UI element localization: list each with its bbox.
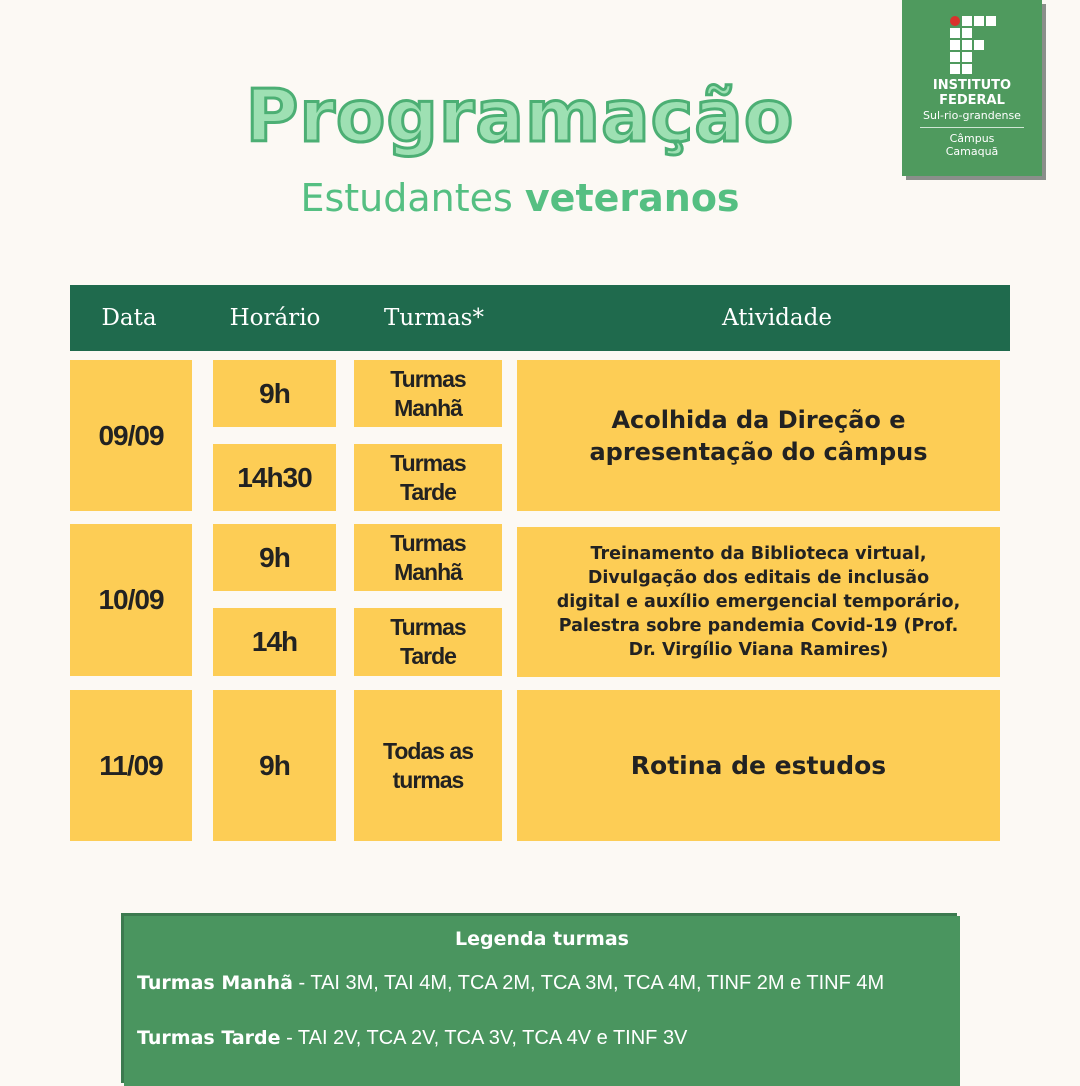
header-atividade: Atividade xyxy=(722,305,832,331)
page-title: Programação xyxy=(245,74,795,158)
header-turmas: Turmas* xyxy=(384,305,484,331)
activity-cell xyxy=(517,527,1000,677)
date-cell: 09/09 xyxy=(70,360,192,511)
activity-line: Dr. Virgílio Viana Ramires) xyxy=(628,640,889,660)
turma-line: Turmas xyxy=(390,529,466,556)
logo-line-federal: FEDERAL xyxy=(939,93,1005,108)
legend-text: - TAI 3M, TAI 4M, TCA 2M, TCA 3M, TCA 4M, TINF 2M e TINF 4M xyxy=(292,972,885,994)
turma-line: Turmas xyxy=(390,614,466,640)
turma-line: turmas xyxy=(392,766,464,793)
hour-cell: 9h xyxy=(213,524,336,591)
activity-line: Rotina de estudos xyxy=(630,751,887,780)
turma-line: Manhã xyxy=(394,558,462,585)
turma-cell xyxy=(354,360,502,427)
activity-cell xyxy=(517,690,1000,841)
turma-cell xyxy=(354,444,502,511)
header-data: Data xyxy=(101,305,157,331)
logo-line-city: Camaquã xyxy=(945,145,999,158)
page-subtitle xyxy=(0,176,1040,220)
hour-cell: 9h xyxy=(213,360,336,427)
logo-line-instituto: INSTITUTO xyxy=(932,78,1012,93)
turma-line: Turmas xyxy=(390,365,466,392)
activity-line: Divulgação dos editais de inclusão xyxy=(587,568,930,588)
turma-line: Tarde xyxy=(400,478,456,505)
turma-line: Tarde xyxy=(400,643,456,669)
turma-cell xyxy=(354,524,502,591)
activity-line: Treinamento da Biblioteca virtual, xyxy=(590,544,927,564)
hour-cell: 14h30 xyxy=(213,444,336,511)
turma-line: Manhã xyxy=(394,394,462,421)
activity-line: Acolhida da Direção e xyxy=(611,405,906,434)
legend-label: Turmas Manhã xyxy=(137,972,293,994)
turma-line: Turmas xyxy=(390,449,466,476)
header-horario: Horário xyxy=(229,305,321,331)
legend-text: - TAI 2V, TCA 2V, TCA 3V, TCA 4V e TINF 3V xyxy=(280,1027,688,1049)
turma-cell xyxy=(354,690,502,841)
logo-line-campus: Câmpus xyxy=(949,132,995,145)
legend-label: Turmas Tarde xyxy=(137,1027,281,1049)
legend-item-manha xyxy=(137,972,957,995)
subtitle-regular: Estudantes xyxy=(300,176,513,220)
hour-cell: 9h xyxy=(213,690,336,841)
activity-line: digital e auxílio emergencial temporário, xyxy=(556,592,961,612)
date-cell: 10/09 xyxy=(70,524,192,676)
legend-title: Legenda turmas xyxy=(455,928,629,950)
activity-line: apresentação do câmpus xyxy=(589,437,928,466)
logo-line-region: Sul-rio-grandense xyxy=(923,109,1021,122)
date-cell: 11/09 xyxy=(70,690,192,841)
turma-cell xyxy=(354,608,502,676)
legend-item-tarde xyxy=(137,1027,957,1050)
activity-line: Palestra sobre pandemia Covid-19 (Prof. xyxy=(558,616,959,636)
hour-cell: 14h xyxy=(213,608,336,676)
activity-cell xyxy=(517,360,1000,511)
table-header xyxy=(70,285,1010,351)
turma-line: Todas as xyxy=(383,737,473,764)
subtitle-bold: veteranos xyxy=(524,176,740,220)
